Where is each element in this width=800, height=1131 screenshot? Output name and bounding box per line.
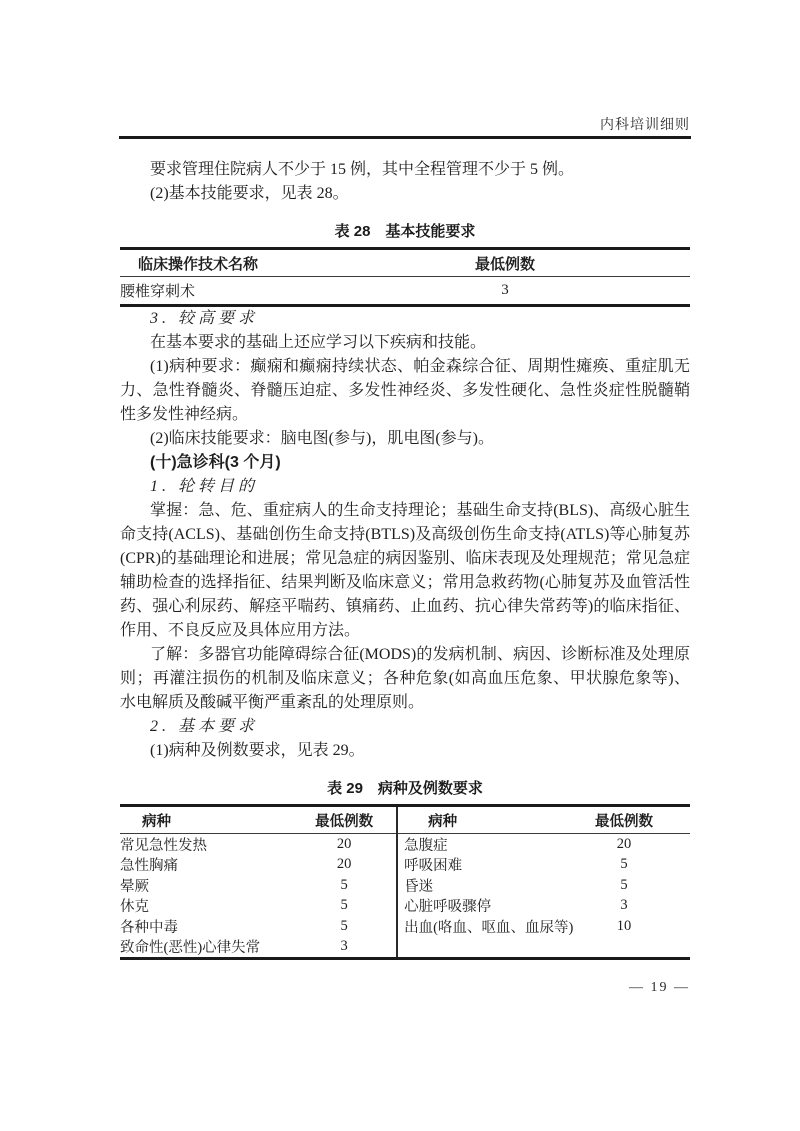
disease-name: 各种中毒 — [120, 919, 178, 936]
min-cases: 20 — [616, 835, 632, 852]
disease-name: 晕厥 — [120, 878, 149, 895]
table-row — [398, 937, 690, 958]
table-row — [398, 834, 690, 855]
disease-name: 致命性(恶性)心律失常 — [120, 940, 261, 957]
min-cases: 20 — [336, 835, 352, 852]
min-cases: 5 — [340, 876, 348, 893]
disease-name: 急性胸痛 — [120, 858, 178, 875]
running-header: 内科培训细则 — [600, 118, 690, 133]
table-28-header-operation: 临床操作技术名称 — [138, 255, 259, 273]
table-row — [398, 916, 690, 937]
heading-emergency-dept: (十)急诊科(3 个月) — [150, 454, 281, 471]
min-cases: 3 — [620, 897, 628, 914]
table-28-title: 表 28 基本技能要求 — [334, 223, 476, 240]
table-28-header-row — [120, 250, 690, 277]
heading-rotation-purpose: 1. 轮转目的 — [150, 478, 259, 495]
disease-name: 昏迷 — [404, 878, 434, 895]
para-inpatient-requirement: 要求管理住院病人不少于 15 例，其中全程管理不少于 5 例。 — [150, 161, 575, 178]
table-row — [398, 855, 690, 876]
disease-name: 呼吸困难 — [404, 858, 463, 875]
table-29-title: 表 29 病种及例数要求 — [327, 780, 483, 797]
table-29-right-header-row — [398, 807, 690, 834]
min-cases: 5 — [620, 856, 628, 873]
table-28-header-min-cases: 最低例数 — [474, 255, 535, 273]
min-cases: 10 — [616, 917, 632, 934]
disease-name: 心脏呼吸骤停 — [404, 899, 492, 916]
table-29-right-header-disease: 病种 — [428, 813, 458, 830]
table-row — [398, 896, 690, 917]
min-cases: 5 — [620, 876, 628, 893]
para-clinical-skill-requirement: (2)临床技能要求：脑电图(参与)，肌电图(参与)。 — [150, 430, 494, 447]
page-number: — 19 — — [629, 980, 690, 995]
table-29-left-header-row — [120, 807, 396, 834]
para-master-content: 掌握：急、危、重症病人的生命支持理论；基础生命支持(BLS)、高级心脏生命支持(ACLS)、基础创伤生命支持(BTLS)及高级创伤生命支持(ATLS)等心肺复苏(CPR)的基础理论和进展；常见急症的病因鉴别、临床表现及处理规范；常见急症辅助检查的选择指征、结果判断及临床意义；常用急救药物(心肺复苏及血管活性药、强心利尿药、解痉平喘药、镇痛药、止血药、抗心律失常药等)的临床指征、作用、不良反应及具体应用方法。 — [120, 502, 690, 639]
disease-name: 休克 — [120, 899, 149, 916]
disease-name: 常见急性发热 — [120, 837, 207, 854]
table-29 — [120, 804, 690, 960]
para-disease-requirement: (1)病种要求：癫痫和癫痫持续状态、帕金森综合征、周期性瘫痪、重症肌无力、急性脊髓炎、脊髓压迫症、多发性神经炎、多发性硬化、急性炎症性脱髓鞘性多发性神经病。 — [120, 358, 690, 423]
header-rule — [119, 136, 691, 139]
para-further-study: 在基本要求的基础上还应学习以下疾病和技能。 — [150, 334, 487, 351]
heading-basic-requirement: 2. 基本要求 — [150, 718, 259, 735]
table-row — [120, 916, 396, 937]
disease-name: 急腹症 — [404, 837, 448, 854]
table-row — [120, 277, 690, 304]
table-28 — [120, 247, 690, 307]
table-row — [398, 875, 690, 896]
para-basic-skill-ref: (2)基本技能要求，见表 28。 — [150, 185, 349, 202]
min-cases: 5 — [340, 897, 348, 914]
para-understand-content: 了解：多器官功能障碍综合征(MODS)的发病机制、病因、诊断标准及处理原则；再灌注损伤的机制及临床意义；各种危象(如高血压危象、甲状腺危象等)、水电解质及酸碱平衡严重紊乱的处理原则。 — [120, 646, 690, 711]
table-28-cell-operation: 腰椎穿刺术 — [120, 284, 196, 300]
heading-higher-requirement: 3. 较高要求 — [150, 310, 259, 327]
table-29-right-header-min-cases: 最低例数 — [594, 813, 653, 830]
table-row — [120, 937, 396, 958]
table-29-left-half — [120, 807, 398, 957]
table-29-left-header-disease: 病种 — [142, 813, 171, 830]
table-row — [120, 896, 396, 917]
page-body — [120, 152, 690, 960]
table-28-cell-min-cases: 3 — [501, 282, 509, 298]
table-29-right-half — [398, 807, 690, 957]
disease-name: 出血(咯血、呕血、血尿等) — [404, 919, 574, 936]
table-row — [120, 875, 396, 896]
min-cases: 5 — [340, 917, 348, 934]
para-disease-case-ref: (1)病种及例数要求，见表 29。 — [150, 742, 365, 759]
table-29-left-header-min-cases: 最低例数 — [315, 813, 374, 830]
table-row — [120, 855, 396, 876]
min-cases: 20 — [336, 856, 352, 873]
min-cases: 3 — [340, 938, 348, 955]
table-row — [120, 834, 396, 855]
